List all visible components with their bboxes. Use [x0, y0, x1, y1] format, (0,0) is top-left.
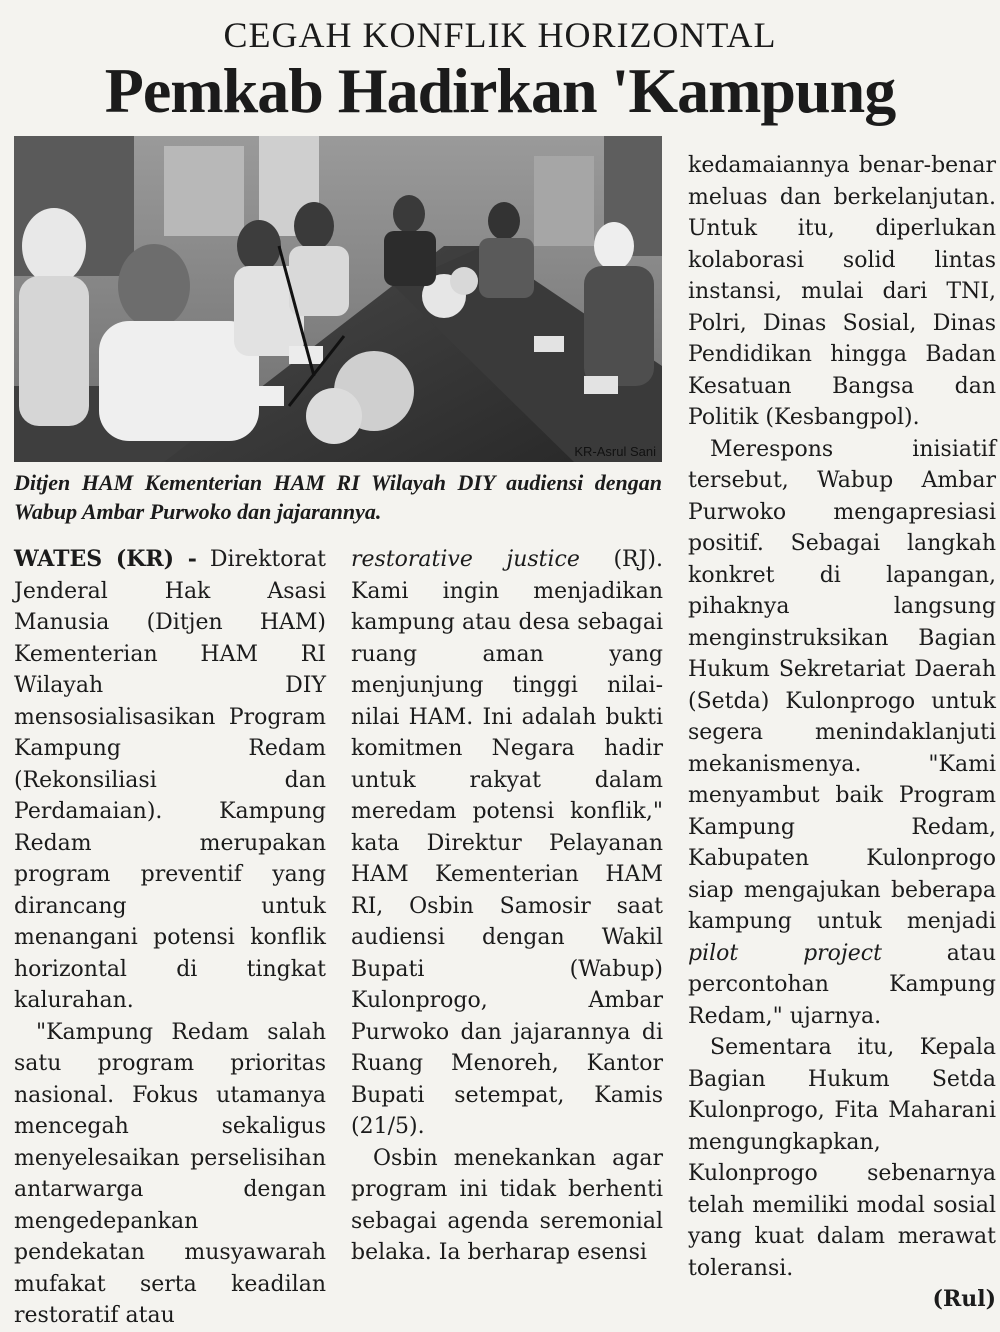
- article-column-2: [351, 544, 663, 1269]
- article-column-1: [14, 544, 326, 1332]
- dateline: WATES (KR) -: [14, 546, 197, 572]
- photo-caption: Ditjen HAM Kementerian HAM RI Wilayah DIY audiensi dengan Wabup Ambar Purwoko dan jajarannya.: [14, 470, 662, 524]
- byline: (Rul): [932, 1286, 996, 1312]
- italic-term: restorative justice: [351, 547, 580, 572]
- paragraph-text: Direktorat Jenderal Hak Asasi Manusia (Ditjen HAM) Kementerian HAM RI Wilayah DIY mensosialisasikan Program Kampung Redam (Rekonsiliasi dan Perdamaian). Kampung Redam merupakan program preventif yang dirancang untuk menangani potensi konflik horizontal di tingkat kalurahan.: [14, 547, 326, 1013]
- paragraph: Osbin menekankan agar program ini tidak berhenti sebagai agenda seremonial belaka. Ia berharap esensi: [351, 1145, 663, 1265]
- article-column-3: [688, 150, 996, 1316]
- paragraph: kedamaiannya benar-benar meluas dan berkelanjutan. Untuk itu, diperlukan kolaborasi solid lintas instansi, mulai dari TNI, Polri, Dinas Sosial, Dinas Pendidikan hingga Badan Kesatuan Bangsa dan Politik (Kesbangpol).: [688, 153, 996, 430]
- paragraph-text: Merespons inisiatif tersebut, Wabup Ambar Purwoko mengapresiasi positif. Sebagai langkah konkret di lapangan, pihaknya langsung menginstruksikan Bagian Hukum Sekretariat Daerah (Setda) Kulonprogo untuk segera menindaklanjuti mekanismenya. "Kami menyambut baik Program Kampung Redam, Kabupaten Kulonprogo siap mengajukan beberapa kampung untuk menjadi: [688, 436, 996, 934]
- paragraph: [14, 544, 326, 1017]
- paragraph-text: atau percontohan Kampung Redam," ujarnya.: [688, 940, 996, 1029]
- news-photo: [14, 136, 662, 462]
- paragraph: [688, 434, 996, 1033]
- photo-credit: KR-Asrul Sani: [574, 444, 656, 459]
- paragraph-text: (RJ). Kami ingin menjadikan kampung atau desa sebagai ruang aman yang menjunjung tinggi nilai-nilai HAM. Ini adalah bukti komitmen Negara hadir untuk rakyat dalam meredam potensi konflik," kata Direktur Pelayanan HAM Kementerian HAM RI, Osbin Samosir saat audiensi dengan Wakil Bupati (Wabup) Kulonprogo, Ambar Purwoko dan jajarannya di Ruang Menoreh, Kantor Bupati setempat, Kamis (21/5).: [351, 547, 663, 1139]
- italic-term: pilot project: [688, 940, 882, 966]
- paragraph: [351, 544, 663, 1143]
- paragraph: Sementara itu, Kepala Bagian Hukum Setda Kulonprogo, Fita Maharani mengungkapkan, Kulonprogo sebenarnya telah memiliki modal sosial yang kuat dalam merawat toleransi.: [688, 1035, 996, 1281]
- headline: Pemkab Hadirkan 'Kampung: [104, 55, 896, 126]
- paragraph: "Kampung Redam salah satu program prioritas nasional. Fokus utamanya mencegah sekaligus menyelesaikan perselisihan antarwarga dengan mengedepankan pendekatan musyawarah mufakat serta keadilan restoratif atau: [14, 1019, 326, 1328]
- kicker: CEGAH KONFLIK HORIZONTAL: [223, 15, 777, 55]
